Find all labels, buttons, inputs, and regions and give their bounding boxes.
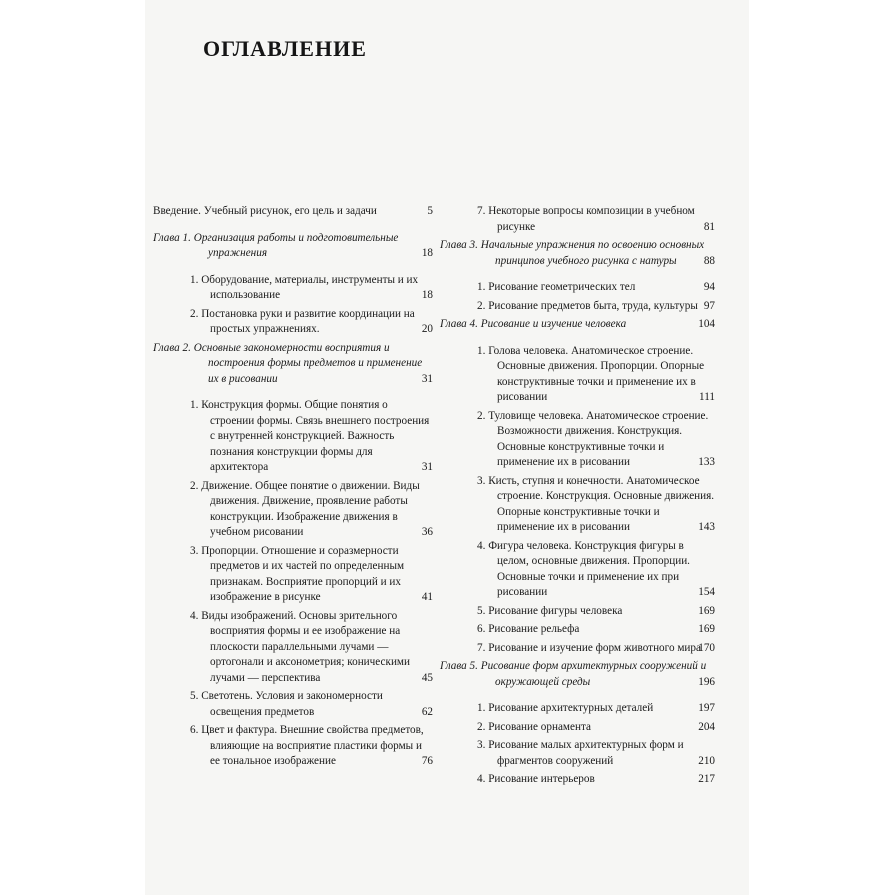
toc-section-entry — [440, 772, 715, 788]
toc-entry-title: 1. Рисование геометрических тел — [477, 281, 636, 293]
toc-section-entry — [440, 738, 715, 769]
toc-entry-title: 1. Конструкция формы. Общие понятия о строении формы. Связь внешнего построения с внутренней конструкцией. Важность познания конструкции формы для архитектора — [190, 399, 430, 473]
toc-section-entry — [153, 307, 433, 338]
toc-entry-title: 6. Цвет и фактура. Внешние свойства предметов, влияющие на восприятие пластики формы и ее тональное изображение — [190, 724, 424, 767]
toc-entry-title: 2. Туловище человека. Анатомическое строение. Возможности движения. Конструкция. Основные конструктивные точки и применение их в рисовании — [477, 409, 709, 468]
toc-page-number: 111 — [699, 391, 715, 403]
toc-entry-title: 6. Рисование рельефа — [477, 623, 580, 635]
toc-page-number: 196 — [698, 675, 715, 688]
toc-entry-title: 2. Постановка руки и развитие координации на простых упражнениях. — [190, 307, 415, 335]
toc-section-entry — [440, 701, 715, 717]
toc-section-entry — [440, 604, 715, 620]
toc-page-number: 169 — [698, 604, 715, 617]
toc-entry-title: Глава 3. Начальные упражнения по освоению основных принципов учебного рисунка с натуры — [440, 239, 705, 267]
toc-section-entry — [153, 609, 433, 687]
toc-page-number: 104 — [698, 318, 715, 330]
toc-entry-title: 7. Рисование и изучение форм животного мира — [477, 641, 701, 654]
toc-page-number: 204 — [698, 720, 715, 733]
toc-entry-title: 2. Рисование орнамента — [477, 720, 591, 733]
toc-chapter-entry — [153, 231, 433, 262]
toc-section-entry — [153, 398, 433, 476]
toc-entry-title: 1. Голова человека. Анатомическое строение. Основные движения. Пропорции. Опорные конструктивные точки и применение их в рисовании — [477, 344, 705, 403]
toc-left-column — [153, 204, 433, 773]
toc-page-number: 31 — [421, 461, 433, 473]
toc-chapter-entry — [440, 238, 715, 269]
toc-entry-title: 1. Оборудование, материалы, инструменты и их использование — [190, 273, 419, 301]
toc-entry-title: Глава 1. Организация работы и подготовительные упражнения — [153, 231, 399, 259]
toc-entry-title: 3. Пропорции. Отношение и соразмерности предметов и их частей по определенным признакам. Восприятие пропорций и их изображение в рисунке — [190, 544, 405, 603]
toc-page-number: 88 — [703, 254, 715, 267]
toc-section-entry — [440, 539, 715, 601]
toc-section-entry — [153, 544, 433, 606]
toc-page-number: 18 — [421, 247, 433, 259]
toc-page-number: 197 — [698, 702, 715, 714]
toc-page-number: 76 — [421, 755, 433, 767]
toc-page-number: 170 — [698, 641, 715, 654]
toc-entry-title: 4. Рисование интерьеров — [477, 773, 595, 785]
toc-entry-title: 1. Рисование архитектурных деталей — [477, 702, 654, 714]
toc-intro-entry — [153, 204, 433, 220]
toc-section-entry — [440, 299, 715, 315]
toc-chapter-entry — [440, 317, 715, 333]
toc-page-number: 62 — [421, 705, 433, 718]
toc-section-entry — [440, 204, 715, 235]
toc-section-entry — [153, 479, 433, 541]
toc-entry-title: 4. Фигура человека. Конструкция фигуры в целом, основные движения. Пропорции. Основные точки и применение их при рисовании — [477, 539, 690, 598]
toc-section-entry — [440, 280, 715, 296]
toc-section-entry — [440, 622, 715, 638]
toc-entry-title: 4. Виды изображений. Основы зрительного восприятия формы и ее изображение на плоскости параллельными лучами — ортогонали и аксонометрия; коническими лучами — перспектива — [190, 609, 410, 684]
toc-page-number: 143 — [698, 521, 715, 533]
toc-section-entry — [440, 474, 715, 536]
toc-page-number: 41 — [421, 591, 433, 603]
toc-page-number: 97 — [703, 299, 715, 312]
toc-entry-title: Глава 4. Рисование и изучение человека — [440, 318, 627, 330]
toc-entry-title: Глава 5. Рисование форм архитектурных сооружений и окружающей среды — [440, 660, 707, 688]
toc-entry-title: 7. Некоторые вопросы композиции в учебном рисунке — [477, 205, 695, 233]
toc-page-number: 45 — [421, 671, 433, 684]
toc-page-number: 18 — [421, 289, 433, 301]
toc-page-number: 94 — [703, 281, 715, 293]
toc-section-entry — [440, 641, 715, 657]
toc-chapter-entry — [153, 341, 433, 388]
toc-entry-title: 3. Рисование малых архитектурных форм и фрагментов сооружений — [477, 739, 684, 767]
toc-page-number: 133 — [698, 456, 715, 468]
toc-section-entry — [440, 344, 715, 406]
toc-page-number: 20 — [421, 323, 433, 335]
toc-page-number: 5 — [427, 205, 433, 217]
toc-page-number: 31 — [421, 372, 433, 385]
toc-entry-title: 3. Кисть, ступня и конечности. Анатомическое строение. Конструкция. Основные движения. Опорные конструктивные точки и применение их в рисовании — [477, 474, 715, 533]
toc-section-entry — [440, 409, 715, 471]
toc-entry-title: 5. Светотень. Условия и закономерности освещения предметов — [190, 690, 383, 718]
toc-section-entry — [153, 689, 433, 720]
toc-right-column — [440, 204, 715, 791]
toc-page-number: 36 — [421, 526, 433, 538]
toc-section-entry — [153, 273, 433, 304]
toc-page-number: 154 — [698, 586, 715, 598]
toc-entry-title: 5. Рисование фигуры человека — [477, 604, 623, 617]
toc-page-number: 210 — [698, 754, 715, 767]
toc-page-number: 217 — [698, 773, 715, 785]
page-title: ОГЛАВЛЕНИЕ — [203, 36, 367, 61]
toc-entry-title: 2. Рисование предметов быта, труда, культуры — [477, 299, 698, 312]
toc-entry-title: Глава 2. Основные закономерности восприятия и построения формы предметов и применение их в рисовании — [153, 341, 423, 385]
toc-entry-title: 2. Движение. Общее понятие о движении. Виды движения. Движение, проявление работы конструкции. Изображение движения в учебном рисовании — [190, 479, 420, 538]
toc-page-number: 169 — [698, 623, 715, 635]
toc-section-entry — [440, 720, 715, 736]
toc-page-number: 81 — [703, 220, 715, 233]
toc-section-entry — [153, 723, 433, 770]
toc-chapter-entry — [440, 659, 715, 690]
toc-entry-title: Введение. Учебный рисунок, его цель и задачи — [153, 205, 377, 217]
